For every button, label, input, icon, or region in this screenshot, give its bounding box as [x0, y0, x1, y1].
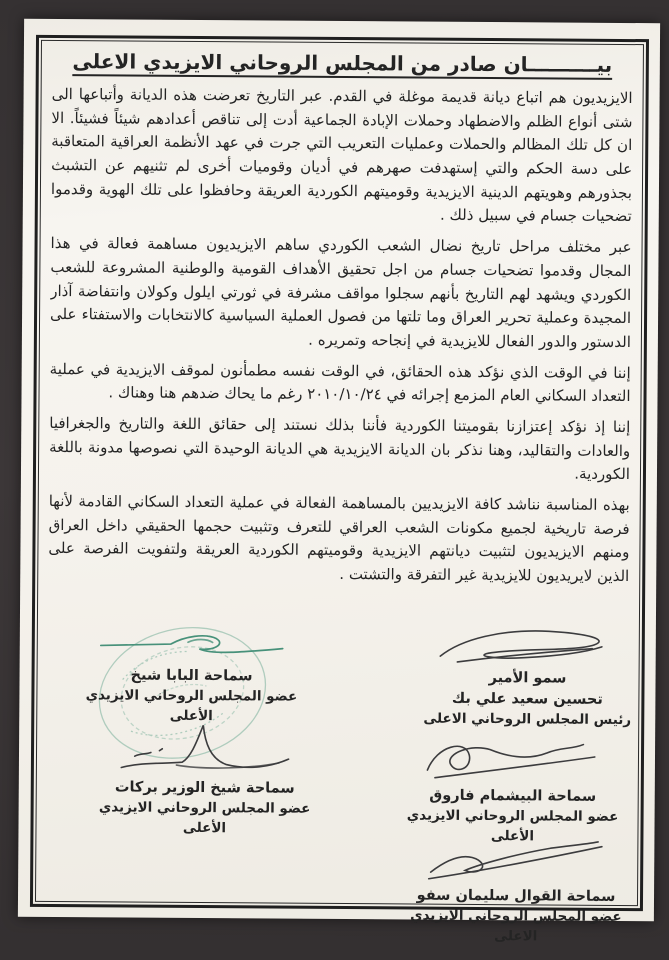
peshimam-name: سماحة البيشمام فاروق: [429, 787, 597, 805]
paragraph-census-confidence: إننا في الوقت الذي نؤكد هذه الحقائق، في الوقت نفسه مطمأنون لموقف الايزيدية في عملية التعداد السكاني العام المزمع إجرائه في ٢٠١٠/١٠/٢٤ رغم ما يحاك ضدهم هنا وهناك .: [49, 359, 631, 406]
document-body: [48, 83, 633, 607]
sheikh-wazir-name: سماحة شيخ الوزير بركات: [114, 779, 295, 797]
peshimam-signature-icon: [418, 734, 608, 787]
sheikh-wazir-signature-icon: [110, 719, 300, 778]
sheikh-wazir-role: عضو المجلس الروحاني الايزيدي الأعلى: [98, 799, 311, 836]
signature-block-peshimam: [394, 733, 631, 847]
qawal-name: سماحة القوال سليمان سفو: [416, 887, 616, 905]
paragraph-kurdish-struggle: عبر مختلف مراحل تاريخ نضال الشعب الكوردي ساهم الايزيديون مساهمة فعالة في هذا المجال وقدموا تضحيات جسام من اجل تحقيق الأهداف القومية والوطنية المشروعة للشعب الكوردي ويشهد لهم التاريخ بأنهم سجلوا مواقف مشرفة في ثورتي ايلول وكولان وانتفاضة آذار المجيدة وعملية تحرير العراق وما تلتها من فصول العملية السياسية كالانتخابات والاستفتاء على الدستور والدور الفعال للايزيدية في إنجاحه وتمريره .: [50, 234, 632, 351]
signature-block-baba-sheikh: [73, 629, 310, 727]
baba-sheikh-name: سماحة البابا شيخ: [130, 667, 253, 685]
signature-block-qawal: [398, 837, 635, 947]
qawal-role: عضو المجلس الروحاني الايزيدي الاعلى: [410, 907, 622, 944]
signature-area: [46, 627, 632, 944]
baba-sheikh-signature-icon: [97, 629, 287, 666]
paragraph-kurdish-identity: إننا إذ نؤكد إعتزازنا بقوميتنا الكوردية فأننا بذلك نستند إلى حقائق اللغة والتاريخ والجغرافيا والعادات والتقاليد، وهنا نذكر بان الديانة الايزيدية هي الديانة الوحيدة التي نصوصها مدونة باللغة الكوردية.: [49, 413, 631, 484]
document-content: [35, 40, 644, 944]
baba-sheikh-role: عضو المجلس الروحاني الايزيدي الأعلى: [85, 687, 298, 724]
prince-signature-icon: [433, 624, 623, 669]
document-border-frame: [30, 35, 649, 944]
peshimam-role: عضو المجلس الروحاني الايزيدي الأعلى: [406, 807, 619, 844]
prince-honorific: سمو الأمير: [488, 670, 567, 687]
document-title: بيــــــــــان صادر من المجلس الروحاني الايزيدي الاعلى: [72, 49, 613, 77]
prince-role: رئيس المجلس الروحاني الاعلى: [423, 710, 632, 729]
paragraph-history: الايزيديون هم اتباع ديانة قديمة موغلة في القدم. عبر التاريخ تعرضت هذه الديانة وأتباعها الى شتى أنواع الظلم والاضطهاد وحملات الإبادة الجماعية أدت إلى تناقص أعدادهم شيئاً فشيئاً. الا ان كل تلك المظالم والحملات وعمليات التعريب التي جرت في عهد الأنظمة العراقية المتعاقبة على دسة الحكم والتي إستهدفت صهرهم في أديان وقوميات أخرى لم تثنيهم عن التشبث بجذورهم وهويتهم الدينية الايزيدية وقوميتهم الكوردية العريقة وحافظوا على تلك الهوية وقدموا تضحيات جسام في سبيل ذلك .: [50, 84, 633, 226]
signature-block-prince: [409, 623, 646, 730]
document-page: [18, 19, 660, 944]
paragraph-census-appeal: بهذه المناسبة نناشد كافة الايزيديين بالمساهمة الفعالة في عملية التعداد السكاني القادمة لأنها فرصة تاريخية لجميع مكونات الشعب العراقي للتعرف وتثبيت حجمها الحقيقي داخل العراق ومنهم الايزيديون لتثبيت ديانتهم الايزيدية وقوميتهم الكوردية العريقة ولتفويت الفرصة على الذين لايريديون للايزيدية غير التفرقة والتشتت .: [48, 491, 630, 586]
signature-block-sheikh-wazir: [86, 719, 323, 839]
prince-name: تحسين سعيد علي بك: [451, 690, 603, 708]
